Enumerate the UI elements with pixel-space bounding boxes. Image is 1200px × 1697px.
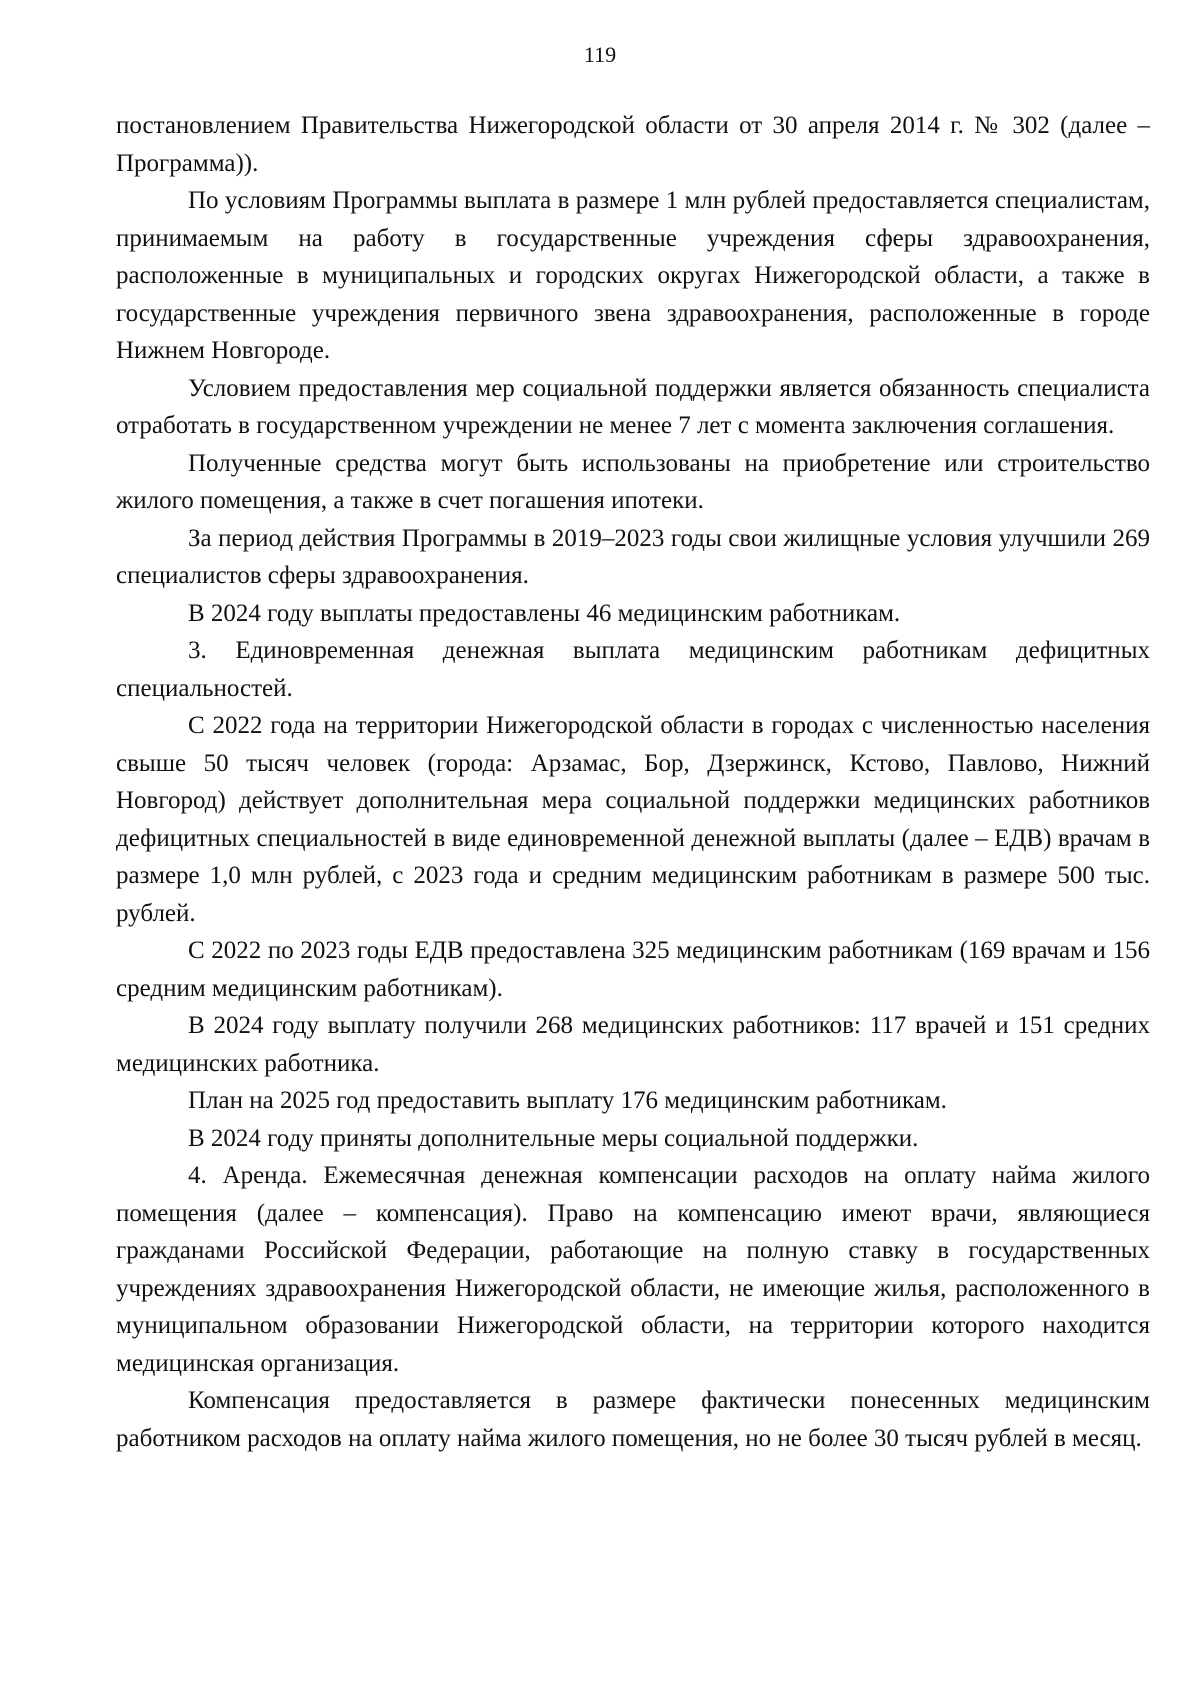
paragraph-funds-usage: Полученные средства могут быть использованы на приобретение или строительство жилого помещения, а также в счет погашения ипотеки.	[116, 449, 1150, 514]
document-body	[116, 107, 1150, 1457]
paragraph-program-results: За период действия Программы в 2019–2023 годы свои жилищные условия улучшили 269 специалистов сферы здравоохранения.	[116, 524, 1150, 589]
paragraph-compensation-amount: Компенсация предоставляется в размере фактически понесенных медицинским работником расходов на оплату найма жилого помещения, но не более 30 тысяч рублей в месяц.	[116, 1387, 1150, 1452]
paragraph-section-4-rent: 4. Аренда. Ежемесячная денежная компенсации расходов на оплату найма жилого помещения (далее – компенсация). Право на компенсацию имеют врачи, являющиеся гражданами Российской Федерации, работающие на полную ставку в государственных учреждениях здравоохранения Нижегородской области, не имеющие жилья, расположенного в муниципальном образовании Нижегородской области, на территории которого находится медицинская организация.	[116, 1162, 1150, 1377]
paragraph-additional-measures: В 2024 году приняты дополнительные меры социальной поддержки.	[188, 1124, 919, 1152]
paragraph-2024-payments: В 2024 году выплаты предоставлены 46 медицинским работникам.	[188, 599, 901, 627]
paragraph-edv-2022-2023: С 2022 по 2023 годы ЕДВ предоставлена 325 медицинским работникам (169 врачам и 156 средним медицинским работникам).	[116, 937, 1150, 1002]
paragraph-continuation: постановлением Правительства Нижегородской области от 30 апреля 2014 г. № 302 (далее – Программа)).	[116, 112, 1150, 177]
paragraph-section-3-heading: 3. Единовременная денежная выплата медицинским работникам дефицитных специальностей.	[116, 637, 1150, 702]
paragraph-program-conditions: По условиям Программы выплата в размере 1 млн рублей предоставляется специалистам, принимаемым на работу в государственные учреждения сферы здравоохранения, расположенные в муниципальных и городских округах Нижегородской области, а также в государственные учреждения первичного звена здравоохранения, расположенные в городе Нижнем Новгороде.	[116, 187, 1150, 364]
page-number: 119	[583, 42, 617, 67]
paragraph-obligation: Условием предоставления мер социальной поддержки является обязанность специалиста отработать в государственном учреждении не менее 7 лет с момента заключения соглашения.	[116, 374, 1150, 439]
paragraph-plan-2025: План на 2025 год предоставить выплату 176 медицинским работникам.	[188, 1087, 947, 1114]
paragraph-edv-description: С 2022 года на территории Нижегородской области в городах с численностью населения свыше 50 тысяч человек (города: Арзамас, Бор, Дзержинск, Кстово, Павлово, Нижний Новгород) действует дополнительная мера социальной поддержки медицинских работников дефицитных специальностей в виде единовременной денежной выплаты (далее – ЕДВ) врачам в размере 1,0 млн рублей, с 2023 года и средним медицинским работникам в размере 500 тыс. рублей.	[116, 712, 1150, 927]
paragraph-edv-2024: В 2024 году выплату получили 268 медицинских работников: 117 врачей и 151 средних медицинских работника.	[116, 1012, 1150, 1077]
